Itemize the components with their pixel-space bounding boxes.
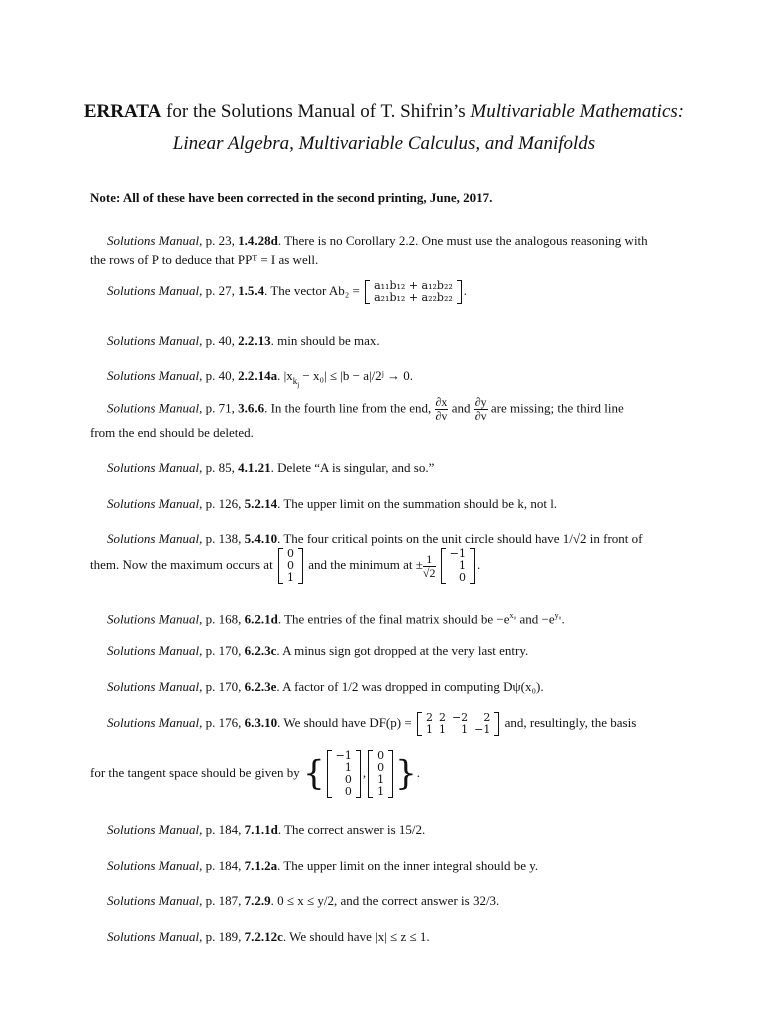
erratum-text: . The entries of the final matrix should be −e <box>277 611 510 627</box>
erratum-entry <box>90 529 680 584</box>
erratum-text: . |x <box>277 368 293 383</box>
exercise-ref: 6.2.1d <box>244 611 278 627</box>
erratum-text: . min should be max. <box>270 333 380 348</box>
numerator: ∂x <box>435 395 448 409</box>
erratum-text: the rows of P to deduce that PPᵀ = I as well. <box>90 252 319 267</box>
source-label: Solutions Manual <box>107 333 200 348</box>
matrix-cell: 2 <box>425 711 433 724</box>
punctuation: . <box>463 282 468 298</box>
left-brace: { <box>303 753 325 794</box>
title-line-1 <box>0 96 768 128</box>
page-ref: , p. 170, <box>199 643 245 658</box>
exercise-ref: 7.1.2a <box>244 858 278 873</box>
matrix-cell: 0 <box>344 785 352 798</box>
source-label: Solutions Manual <box>107 714 200 730</box>
matrix-cell: 0 <box>286 559 294 572</box>
erratum-entry <box>90 891 680 910</box>
exercise-ref: 7.2.9 <box>244 893 271 908</box>
erratum-entry <box>90 494 680 513</box>
exercise-ref: 6.2.3c <box>244 643 277 658</box>
page-ref: , p. 40, <box>199 333 239 348</box>
title-errata: ERRATA <box>83 101 162 122</box>
matrix-cell: 1 <box>458 559 466 572</box>
title-italic-2: Linear Algebra, Multivariable Calculus, and Manifolds <box>172 133 596 154</box>
matrix-cell: 1 <box>377 785 385 798</box>
matrix-cell: 2 <box>483 711 491 724</box>
derivative-matrix <box>417 712 499 736</box>
erratum-entry <box>90 280 680 304</box>
title-line-2 <box>0 128 768 160</box>
matrix-cell: a₂₁b₁₂ + a₂₂b₂₂ <box>374 291 453 304</box>
erratum-text: . The upper limit on the summation should be k, not l. <box>277 496 558 511</box>
matrix-cell: 2 <box>438 711 446 724</box>
punctuation: . <box>416 764 420 780</box>
matrix-cell: −1 <box>449 547 466 560</box>
matrix-cell: 0 <box>458 571 466 584</box>
exercise-ref: 5.4.10 <box>244 531 278 546</box>
matrix-cell: 0 <box>286 547 294 560</box>
erratum-text: . The upper limit on the inner integral should be y. <box>277 858 539 873</box>
punctuation: . <box>476 556 481 572</box>
erratum-text: . We should have |x| ≤ z ≤ 1. <box>282 929 430 944</box>
subscript: j <box>297 380 300 389</box>
source-label: Solutions Manual <box>107 893 200 908</box>
matrix-cell: 0 <box>344 773 352 786</box>
exercise-ref: 4.1.21 <box>238 460 271 475</box>
superscript: y₀ <box>554 611 562 620</box>
erratum-text: . Delete “A is singular, and so.” <box>270 460 435 475</box>
printing-note: Note: All of these have been corrected in the second printing, June, 2017. <box>90 190 493 205</box>
page-ref: , p. 184, <box>199 822 245 837</box>
page-ref: , p. 23, <box>199 233 239 248</box>
subscript: k <box>292 375 298 386</box>
erratum-text: . A minus sign got dropped at the very last entry. <box>276 643 529 658</box>
exercise-ref: 2.2.14a <box>238 368 278 383</box>
erratum-text: for the tangent space should be given by <box>90 764 300 780</box>
page-ref: , p. 189, <box>199 929 245 944</box>
erratum-entry <box>90 927 680 946</box>
erratum-text: . A factor of 1/2 was dropped in computing Dψ(x₀). <box>276 679 544 694</box>
vector-matrix <box>365 280 462 304</box>
erratum-text: . The correct answer is 15/2. <box>277 822 426 837</box>
erratum-entry <box>90 331 680 350</box>
erratum-text: . In the fourth line from the end, <box>264 400 432 416</box>
denominator: ∂v <box>474 409 487 423</box>
erratum-text: . 0 ≤ x ≤ y/2, and the correct answer is 32/3. <box>270 893 500 908</box>
source-label: Solutions Manual <box>107 368 200 383</box>
erratum-entry <box>90 231 680 269</box>
source-label: Solutions Manual <box>107 929 200 944</box>
source-label: Solutions Manual <box>107 496 200 511</box>
matrix-cell: 1 <box>461 723 469 736</box>
source-label: Solutions Manual <box>107 400 200 416</box>
matrix-cell: −2 <box>451 711 469 724</box>
matrix-cell: 1 <box>344 761 352 774</box>
erratum-entry <box>90 366 680 394</box>
matrix-cell: a₁₁b₁₂ + a₁₂b₂₂ <box>374 279 453 292</box>
exercise-ref: 6.2.3e <box>244 679 277 694</box>
basis-vector-2 <box>368 750 393 798</box>
right-brace: } <box>395 753 417 794</box>
erratum-text: − x₀| ≤ |b − a|/2ʲ → 0. <box>299 368 413 383</box>
erratum-text: are missing; the third line <box>490 400 624 416</box>
source-label: Solutions Manual <box>107 679 200 694</box>
page-ref: , p. 27, <box>199 282 239 298</box>
exercise-ref: 5.2.14 <box>244 496 278 511</box>
page-ref: , p. 168, <box>199 611 245 627</box>
source-label: Solutions Manual <box>107 282 200 298</box>
exercise-ref: 6.3.10 <box>244 714 278 730</box>
erratum-text: . We should have DF(p) = <box>277 714 412 730</box>
title-plain: for the Solutions Manual of T. Shifrin’s <box>166 101 466 122</box>
basis-vector-1 <box>327 750 361 798</box>
conjunction: and <box>451 400 471 416</box>
denominator: √2 <box>422 565 436 580</box>
erratum-text: and, resultingly, the basis <box>504 714 637 730</box>
source-label: Solutions Manual <box>107 643 200 658</box>
source-label: Solutions Manual <box>107 822 200 837</box>
erratum-entry <box>90 396 680 442</box>
erratum-text: . The four critical points on the unit circle should have 1/√2 in front of <box>277 531 643 546</box>
source-label: Solutions Manual <box>107 531 200 546</box>
page-ref: , p. 71, <box>199 400 239 416</box>
erratum-entry <box>90 677 680 696</box>
erratum-entry <box>90 856 680 875</box>
superscript: x₀ <box>509 611 517 620</box>
erratum-text: from the end should be deleted. <box>90 425 254 440</box>
numerator: 1 <box>423 553 436 567</box>
numerator: ∂y <box>474 395 487 409</box>
erratum-entry: Solutions Manual, p. 176, 6.3.10. We should have DF(p) = 2 2 −2 2 1 1 1 −1 and, resultingly, the basis for the tangent space should be given by { −1 1 0 0 , 0 0 1 1 }. <box>90 711 637 798</box>
matrix-cell: −1 <box>335 749 352 762</box>
matrix-cell: 0 <box>377 749 385 762</box>
exercise-ref: 1.5.4 <box>238 282 265 298</box>
erratum-entry <box>90 606 680 628</box>
source-label: Solutions Manual <box>107 611 200 627</box>
exercise-ref: 2.2.13 <box>238 333 271 348</box>
erratum-entry <box>90 458 680 477</box>
min-vector <box>441 548 475 584</box>
page-ref: , p. 187, <box>199 893 245 908</box>
matrix-cell: −1 <box>474 723 491 736</box>
exercise-ref: 3.6.6 <box>238 400 265 416</box>
title-italic-1: Multivariable Mathematics: <box>470 101 685 122</box>
exercise-ref: 7.1.1d <box>244 822 278 837</box>
source-label: Solutions Manual <box>107 858 200 873</box>
matrix-cell: 1 <box>377 773 385 786</box>
matrix-cell: 1 <box>425 723 433 736</box>
erratum-text: . The vector Ab₂ = <box>264 282 360 298</box>
partial-derivative <box>474 396 488 423</box>
punctuation: . <box>561 611 565 627</box>
erratum-text: and the minimum at ± <box>308 556 423 572</box>
document-title <box>0 96 768 160</box>
page-ref: , p. 176, <box>199 714 245 730</box>
matrix-cell: 1 <box>438 723 446 736</box>
erratum-text: . There is no Corollary 2.2. One must use the analogous reasoning with <box>277 233 648 248</box>
source-label: Solutions Manual <box>107 460 200 475</box>
exercise-ref: 7.2.12c <box>244 929 283 944</box>
erratum-text: and −e <box>516 611 555 627</box>
page-ref: , p. 85, <box>199 460 239 475</box>
page-ref: , p. 170, <box>199 679 245 694</box>
denominator: ∂v <box>435 409 448 423</box>
page-ref: , p. 40, <box>199 368 239 383</box>
page-ref: , p. 184, <box>199 858 245 873</box>
erratum-entry <box>90 820 680 839</box>
fraction <box>423 553 436 580</box>
max-vector <box>278 548 303 584</box>
partial-derivative <box>435 396 449 423</box>
matrix-cell: 0 <box>377 761 385 774</box>
source-label: Solutions Manual <box>107 233 200 248</box>
erratum-text: them. Now the maximum occurs at <box>90 556 273 572</box>
erratum-entry <box>90 641 680 660</box>
exercise-ref: 1.4.28d <box>238 233 278 248</box>
page-ref: , p. 138, <box>199 531 245 546</box>
page-ref: , p. 126, <box>199 496 245 511</box>
matrix-cell: 1 <box>286 571 294 584</box>
